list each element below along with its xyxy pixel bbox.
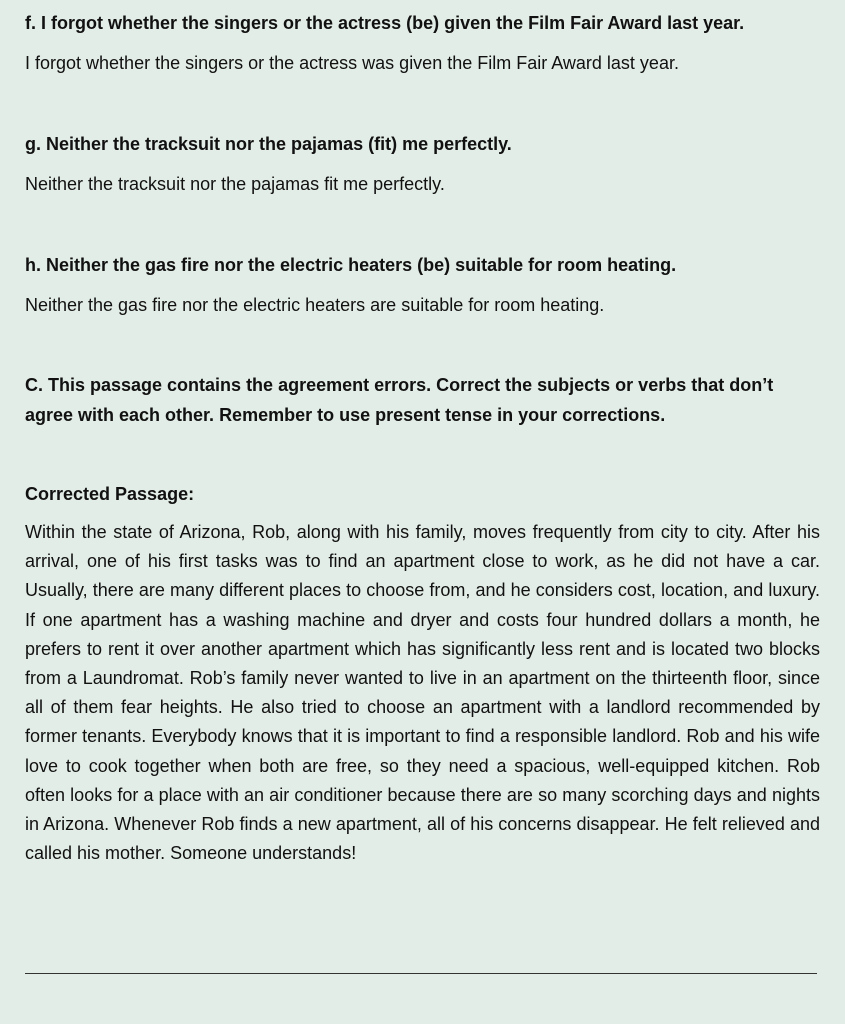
exercise-item-g	[25, 130, 820, 199]
section-c	[25, 370, 820, 430]
question-text: f. I forgot whether the singers or the actress (be) given the Film Fair Award last year.	[25, 13, 745, 33]
exercise-item-h	[25, 251, 820, 320]
corrected-passage	[25, 480, 820, 868]
section-heading: C. This passage contains the agreement errors. Correct the subjects or verbs that don’t agree with each other. Remember to use present tense in your corrections.	[25, 375, 774, 425]
answer-text: I forgot whether the singers or the actress was given the Film Fair Award last year.	[25, 53, 679, 73]
question-text: g. Neither the tracksuit nor the pajamas (fit) me perfectly.	[25, 134, 512, 154]
passage-label: Corrected Passage:	[25, 484, 195, 504]
question-text: h. Neither the gas fire nor the electric heaters (be) suitable for room heating.	[25, 255, 677, 275]
passage-text: Within the state of Arizona, Rob, along with his family, moves frequently from city to city. After his arrival, one of his first tasks was to find an apartment close to work, as he did not have a car. Usually, there are many different places to choose from, and he considers cost, location, and luxury. If one apartment has a washing machine and dryer and costs four hundred dollars a month, he prefers to rent it over another apartment which has significantly less rent and is located two blocks from a Laundromat. Rob’s family never wanted to live in an apartment on the thirteenth floor, since all of them fear heights. He also tried to choose an apartment with a landlord recommended by former tenants. Everybody knows that it is important to find a responsible landlord. Rob and his wife love to cook together when both are free, so they need a spacious, well-equipped kitchen. Rob often looks for a place with an air conditioner because there are so many scorching days and nights in Arizona. Whenever Rob finds a new apartment, all of his concerns disappear. He felt relieved and called his mother. Someone understands!	[25, 522, 820, 864]
exercise-item-f	[25, 9, 820, 78]
answer-text: Neither the tracksuit nor the pajamas fit me perfectly.	[25, 174, 445, 194]
answer-line-divider	[25, 973, 817, 974]
answer-text: Neither the gas fire nor the electric heaters are suitable for room heating.	[25, 295, 605, 315]
